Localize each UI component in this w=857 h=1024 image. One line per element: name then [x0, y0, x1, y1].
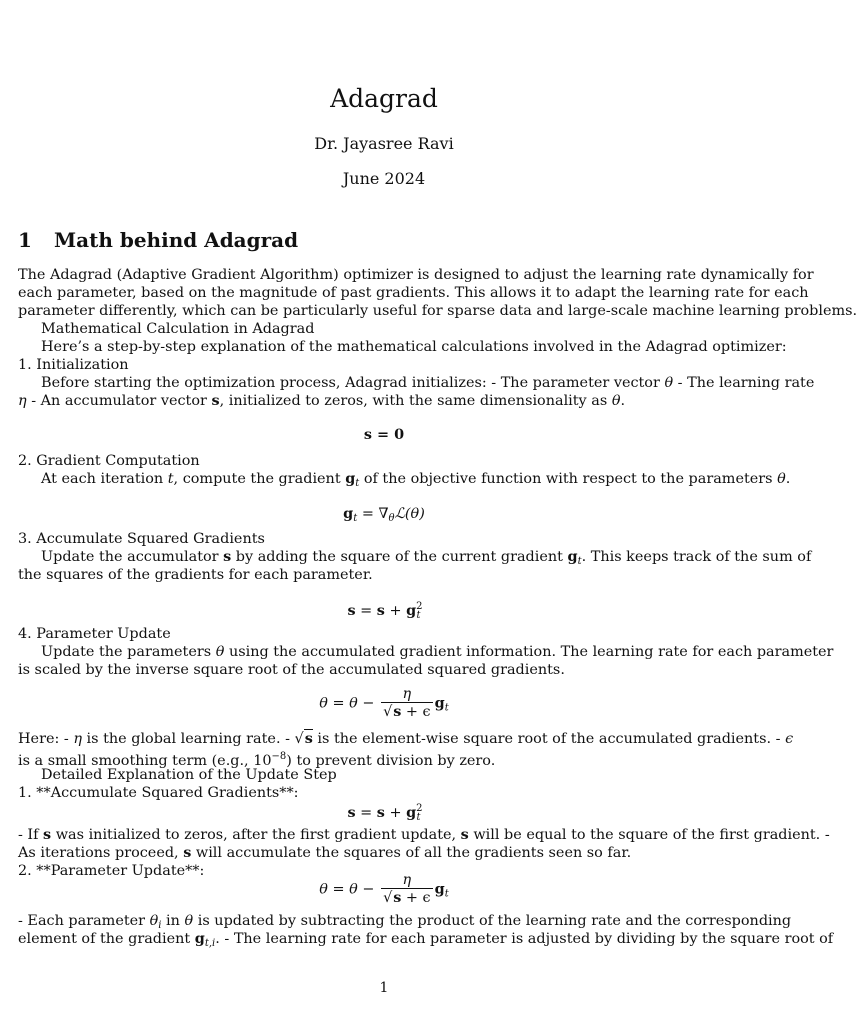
paragraph-here-line-2: is a small smoothing term (e.g., $10^{-8}$) to prevent division by zero. — [18, 751, 496, 769]
paper-title: Adagrad — [330, 84, 438, 113]
paragraph-accumulate-line-2: the squares of the gradients for each parameter. — [18, 567, 373, 583]
paragraph-detailed: Detailed Explanation of the Update Step — [41, 767, 337, 783]
paragraph-each-line-1: - Each parameter $\theta_i$ in θ is updated by subtracting the product of the learning rate and the corresponding — [18, 913, 792, 931]
heading-parameter-update: 4. Parameter Update — [18, 626, 171, 642]
paragraph-if-line-1: - If s was initialized to zeros, after the first gradient update, s will be equal to the square of the first gradient. - — [18, 826, 830, 843]
paragraph-intro-line-3: parameter differently, which can be particularly useful for sparse data and large-scale machine learning problems. — [18, 303, 857, 319]
author-name: Dr. Jayasree Ravi — [314, 134, 454, 153]
paragraph-bold-param: 2. **Parameter Update**: — [18, 863, 205, 879]
paragraph-param-line-1: Update the parameters θ using the accumulated gradient information. The learning rate for each parameter — [41, 644, 834, 660]
paragraph-intro-line-1: The Adagrad (Adaptive Gradient Algorithm) optimizer is designed to adjust the learning rate dynamically for — [18, 267, 814, 283]
equation-accumulate: $s = s + g^2_t$ — [347, 601, 423, 621]
section-heading — [18, 228, 298, 252]
paragraph-accumulate-line-1: Update the accumulator s by adding the square of the current gradient $g_t$. This keeps track of the sum of — [41, 548, 812, 567]
equation-update: θ = θ − $\frac{\eta}{√s + \epsilon}$ $g_t$ — [319, 686, 449, 720]
heading-initialization: 1. Initialization — [18, 357, 129, 373]
paragraph-gradient-line-1: At each iteration t, compute the gradient $g_t$ of the objective function with respect to the parameters θ. — [41, 470, 791, 489]
paragraph-bold-accumulate: 1. **Accumulate Squared Gradients**: — [18, 785, 299, 801]
heading-accumulate: 3. Accumulate Squared Gradients — [18, 531, 265, 547]
paragraph-each-line-2: element of the gradient $g_{t,i}$. - The learning rate for each parameter is adjusted by dividing by the square root of — [18, 930, 834, 949]
paragraph-init-line-2: η - An accumulator vector s, initialized to zeros, with the same dimensionality as θ. — [18, 392, 626, 409]
heading-gradient-computation: 2. Gradient Computation — [18, 453, 200, 469]
section-number: 1 — [18, 228, 32, 252]
equation-update-repeat: θ = θ − $\frac{\eta}{√s + \epsilon}$ $g_t$ — [319, 872, 449, 906]
paragraph-math-calc: Mathematical Calculation in Adagrad — [41, 321, 315, 337]
equation-gradient: $g_t$ = $\nabla_\theta ℒ(\theta)$ — [343, 505, 425, 524]
paragraph-intro-line-2: each parameter, based on the magnitude of past gradients. This allows it to adapt the learning rate for each — [18, 285, 809, 301]
paragraph-here-line-1: Here: - η is the global learning rate. - √s is the element-wise square root of the accumulated gradients. - ϵ — [18, 730, 794, 747]
paragraph-if-line-2: As iterations proceed, s will accumulate the squares of all the gradients seen so far. — [18, 844, 632, 861]
paragraph-init-line-1: Before starting the optimization process, Adagrad initializes: - The parameter vector θ - The learning rate — [41, 375, 815, 391]
paper-date: June 2024 — [342, 169, 426, 188]
paragraph-param-line-2: is scaled by the inverse square root of the accumulated squared gradients. — [18, 662, 565, 678]
section-title: Math behind Adagrad — [54, 228, 299, 252]
equation-accumulate-repeat: $s = s + g^2_t$ — [347, 803, 423, 823]
equation-s-zero: s = 0 — [363, 426, 405, 443]
page-number: 1 — [379, 980, 389, 996]
paragraph-step-by-step: Here’s a step-by-step explanation of the mathematical calculations involved in the Adagrad optimizer: — [41, 339, 787, 355]
